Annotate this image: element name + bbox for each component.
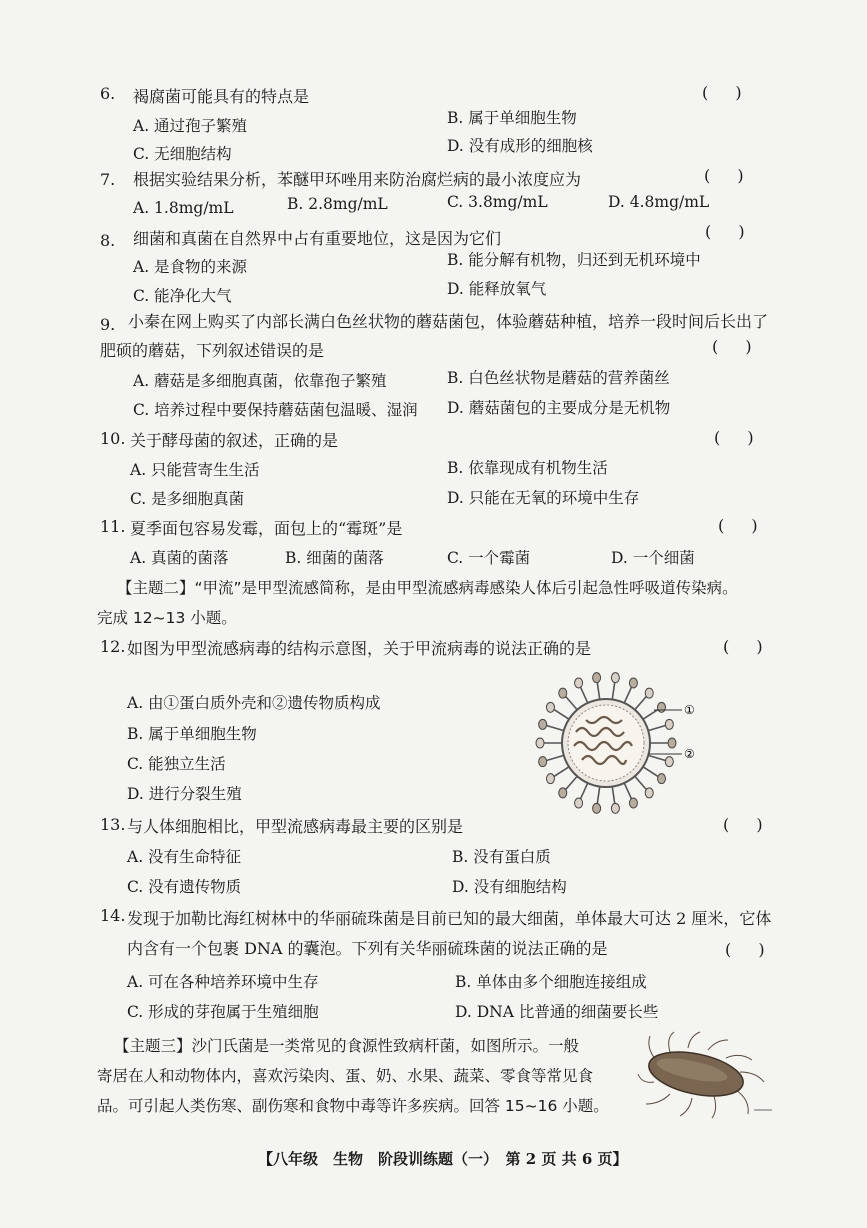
virus-spike-head bbox=[593, 673, 601, 683]
q6-option-b: B. 属于单细胞生物 bbox=[447, 109, 577, 127]
virus-spike bbox=[612, 682, 615, 700]
virus-spike-head bbox=[536, 738, 544, 748]
q6-stem: 褐腐菌可能具有的特点是 bbox=[133, 87, 310, 106]
theme2-intro-line2: 完成 12~13 小题。 bbox=[97, 609, 237, 627]
virus-spike-head bbox=[665, 757, 673, 767]
q6-option-a: A. 通过孢子繁殖 bbox=[133, 117, 248, 135]
q9-option-c: C. 培养过程中要保持蘑菇菌包温暖、湿润 bbox=[133, 401, 418, 419]
q7-answer-bracket[interactable]: ( ) bbox=[704, 166, 746, 185]
q9-answer-bracket[interactable]: ( ) bbox=[712, 337, 754, 356]
q7-stem: 根据实验结果分析，苯醚甲环唑用来防治腐烂病的最小浓度应为 bbox=[133, 170, 582, 189]
q10-option-d: D. 只能在无氧的环境中生存 bbox=[447, 489, 640, 507]
virus-spike-head bbox=[645, 788, 653, 798]
q6-option-d: D. 没有成形的细胞核 bbox=[447, 137, 593, 155]
virus-spike bbox=[547, 755, 564, 760]
q6-option-c: C. 无细胞结构 bbox=[133, 145, 232, 163]
q12-answer-bracket[interactable]: ( ) bbox=[723, 637, 765, 656]
virus-spike bbox=[597, 682, 600, 700]
virus-spike-head bbox=[611, 673, 619, 683]
q12-option-c: C. 能独立生活 bbox=[127, 755, 226, 773]
q7-option-b: B. 2.8mg/mL bbox=[287, 195, 388, 213]
virus-spike bbox=[554, 767, 569, 777]
q10-answer-bracket[interactable]: ( ) bbox=[714, 428, 756, 447]
virus-spike bbox=[635, 696, 647, 710]
virus-spike bbox=[612, 787, 615, 805]
q11-answer-bracket[interactable]: ( ) bbox=[718, 516, 760, 535]
q8-option-b: B. 能分解有机物，归还到无机环境中 bbox=[447, 251, 701, 269]
virus-spike bbox=[643, 709, 658, 719]
virus-spike-head bbox=[668, 738, 676, 748]
q7-option-c: C. 3.8mg/mL bbox=[447, 193, 548, 211]
q13-number: 13. bbox=[100, 815, 126, 834]
q8-option-d: D. 能释放氧气 bbox=[447, 280, 547, 298]
virus-spike-head bbox=[539, 719, 547, 729]
virus-spike-head bbox=[546, 774, 554, 784]
virus-spike-head bbox=[575, 798, 583, 808]
virus-spike-head bbox=[539, 757, 547, 767]
q8-number: 8. bbox=[100, 231, 116, 250]
q13-option-d: D. 没有细胞结构 bbox=[452, 878, 567, 896]
q10-stem: 关于酵母菌的叙述，正确的是 bbox=[130, 431, 339, 450]
virus-spike bbox=[554, 709, 569, 719]
q7-option-d: D. 4.8mg/mL bbox=[608, 193, 710, 211]
virus-spike-head bbox=[665, 719, 673, 729]
virus-spike-head bbox=[559, 688, 567, 698]
virus-spike-head bbox=[575, 678, 583, 688]
theme3-intro-line2: 寄居在人和动物体内，喜欢污染肉、蛋、奶、水果、蔬菜、零食等常见食 bbox=[97, 1067, 594, 1085]
virus-spike bbox=[565, 776, 577, 790]
theme3-intro-line1: 【主题三】沙门氏菌是一类常见的食源性致病杆菌，如图所示。一般 bbox=[114, 1037, 580, 1055]
virus-spike bbox=[580, 687, 587, 703]
q14-option-a: A. 可在各种培养环境中生存 bbox=[127, 973, 319, 991]
q8-stem: 细菌和真菌在自然界中占有重要地位，这是因为它们 bbox=[133, 229, 502, 248]
q13-stem: 与人体细胞相比，甲型流感病毒最主要的区别是 bbox=[127, 817, 464, 836]
virus-spike-head bbox=[629, 678, 637, 688]
virus-spike-head bbox=[645, 688, 653, 698]
q14-option-b: B. 单体由多个细胞连接组成 bbox=[455, 973, 647, 991]
q14-number: 14. bbox=[100, 906, 126, 925]
q14-option-c: C. 形成的芽孢属于生殖细胞 bbox=[127, 1003, 319, 1021]
q7-option-a: A. 1.8mg/mL bbox=[133, 199, 234, 217]
q12-option-a: A. 由①蛋白质外壳和②遗传物质构成 bbox=[127, 694, 381, 712]
q14-stem-line2: 内含有一个包裹 DNA 的囊泡。下列有关华丽硫珠菌的说法正确的是 bbox=[127, 939, 608, 958]
q10-option-a: A. 只能营寄生生活 bbox=[130, 461, 260, 479]
virus-spike bbox=[648, 726, 665, 731]
virus-spike bbox=[597, 787, 600, 805]
q11-option-d: D. 一个细菌 bbox=[611, 549, 695, 567]
virus-spike-head bbox=[546, 702, 554, 712]
q14-stem-line1: 发现于加勒比海红树林中的华丽硫珠菌是目前已知的最大细菌，单体最大可达 2 厘米，它体 bbox=[127, 909, 772, 928]
salmonella-bacterium-image bbox=[636, 1030, 776, 1120]
virus-spike bbox=[624, 783, 631, 799]
virus-spike bbox=[624, 687, 631, 703]
theme2-intro-line1: 【主题二】“甲流”是甲型流感简称，是由甲型流感病毒感染人体后引起急性呼吸道传染病。 bbox=[117, 579, 738, 597]
q14-answer-bracket[interactable]: ( ) bbox=[725, 940, 767, 959]
q12-stem: 如图为甲型流感病毒的结构示意图，关于甲流病毒的说法正确的是 bbox=[127, 639, 592, 658]
q9-stem-line2: 肥硕的蘑菇，下列叙述错误的是 bbox=[100, 341, 325, 360]
q12-option-d: D. 进行分裂生殖 bbox=[127, 785, 242, 803]
q11-option-b: B. 细菌的菌落 bbox=[285, 549, 384, 567]
q9-option-a: A. 蘑菇是多细胞真菌，依靠孢子繁殖 bbox=[133, 372, 387, 390]
virus-spike-head bbox=[559, 788, 567, 798]
q9-number: 9. bbox=[100, 315, 116, 334]
theme3-intro-line3: 品。可引起人类伤寒、副伤寒和食物中毒等许多疾病。回答 15~16 小题。 bbox=[97, 1097, 609, 1115]
virus-spike-head bbox=[593, 803, 601, 813]
virus-spike-head bbox=[611, 803, 619, 813]
q10-option-c: C. 是多细胞真菌 bbox=[130, 490, 245, 508]
q10-option-b: B. 依靠现成有机物生活 bbox=[447, 459, 608, 477]
virus-spike bbox=[643, 767, 658, 777]
q12-number: 12. bbox=[100, 637, 126, 656]
page-footer: 【八年级 生物 阶段训练题（一） 第 2 页 共 6 页】 bbox=[258, 1150, 628, 1168]
virus-spike-head bbox=[658, 774, 666, 784]
virus-spike bbox=[635, 776, 647, 790]
virus-spike bbox=[565, 696, 577, 710]
q11-option-c: C. 一个霉菌 bbox=[447, 549, 531, 567]
virus-spike bbox=[580, 783, 587, 799]
q11-stem: 夏季面包容易发霉，面包上的“霉斑”是 bbox=[130, 519, 403, 538]
q14-option-d: D. DNA 比普通的细菌要长些 bbox=[455, 1003, 659, 1021]
virus-spike-head bbox=[658, 702, 666, 712]
q9-option-d: D. 蘑菇菌包的主要成分是无机物 bbox=[447, 399, 671, 417]
q9-stem-line1: 小秦在网上购买了内部长满白色丝状物的蘑菇菌包，体验蘑菇种植，培养一段时间后长出了 bbox=[128, 312, 769, 331]
q13-option-c: C. 没有遗传物质 bbox=[127, 878, 242, 896]
q11-number: 11. bbox=[100, 517, 126, 536]
q13-option-a: A. 没有生命特征 bbox=[127, 848, 242, 866]
influenza-virus-diagram bbox=[524, 668, 704, 818]
q8-option-c: C. 能净化大气 bbox=[133, 287, 232, 305]
q13-answer-bracket[interactable]: ( ) bbox=[723, 815, 765, 834]
q13-option-b: B. 没有蛋白质 bbox=[452, 848, 551, 866]
virus-spike bbox=[547, 726, 564, 731]
virus-spike bbox=[648, 755, 665, 760]
figure-label-2: ② bbox=[684, 747, 695, 761]
q12-option-b: B. 属于单细胞生物 bbox=[127, 725, 257, 743]
q6-answer-bracket[interactable]: ( ) bbox=[702, 83, 744, 102]
q9-option-b: B. 白色丝状物是蘑菇的营养菌丝 bbox=[447, 369, 670, 387]
figure-label-1: ① bbox=[684, 703, 695, 717]
q8-answer-bracket[interactable]: ( ) bbox=[705, 222, 747, 241]
q7-number: 7. bbox=[100, 170, 116, 189]
q11-option-a: A. 真菌的菌落 bbox=[130, 549, 229, 567]
virus-spike-head bbox=[629, 798, 637, 808]
q6-number: 6. bbox=[100, 84, 116, 103]
q8-option-a: A. 是食物的来源 bbox=[133, 258, 248, 276]
q10-number: 10. bbox=[100, 429, 126, 448]
